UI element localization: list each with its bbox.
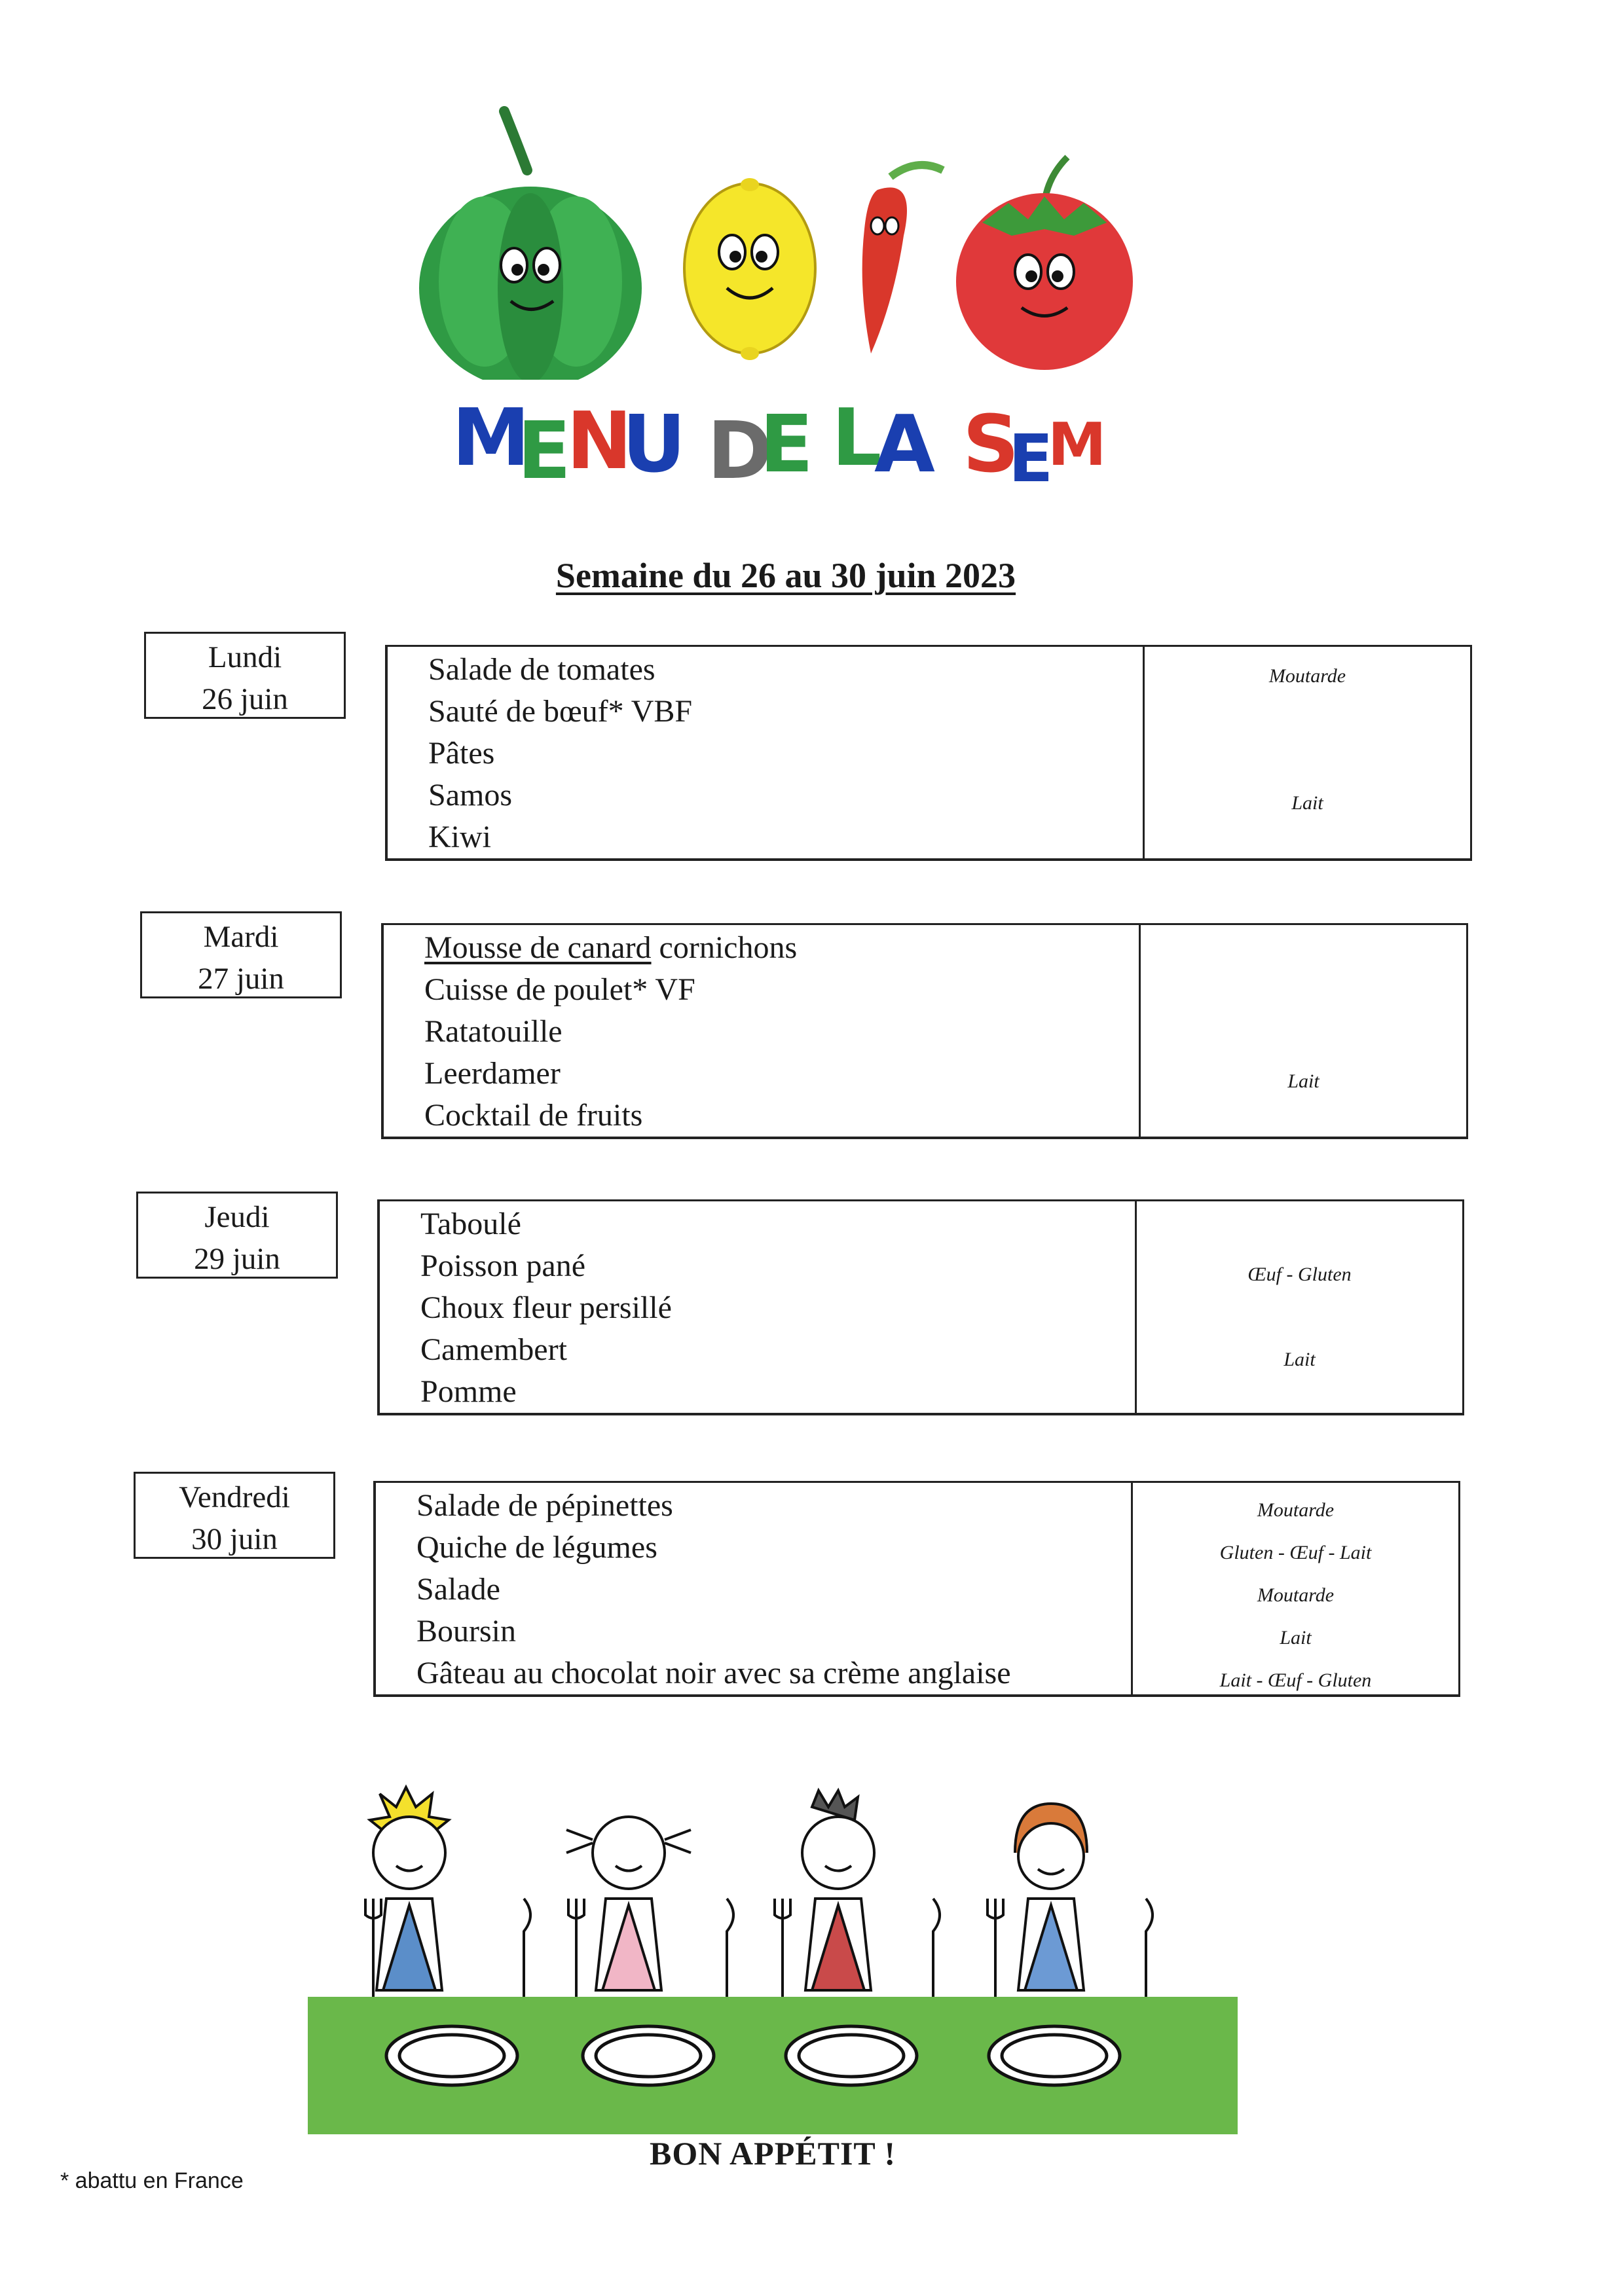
svg-text:D: D bbox=[707, 406, 773, 497]
dish-item: Leerdamer bbox=[424, 1056, 561, 1091]
dish-item: Salade de tomates bbox=[428, 652, 655, 687]
allergen-note: Lait bbox=[1280, 1627, 1312, 1649]
dish-list bbox=[376, 1483, 1131, 1694]
svg-text:S: S bbox=[963, 399, 1020, 490]
allergen-note: Lait bbox=[1291, 792, 1323, 814]
dish-item: Pomme bbox=[420, 1374, 517, 1409]
green-pepper-icon bbox=[419, 111, 642, 380]
lemon-icon bbox=[684, 178, 815, 360]
allergen-note: Gluten - Œuf - Lait bbox=[1219, 1542, 1372, 1563]
day-box-jeudi bbox=[136, 1192, 338, 1279]
week-title: Semaine du 26 au 30 juin 2023 bbox=[555, 556, 1016, 595]
dish-item: Pâtes bbox=[428, 736, 495, 771]
dish-item: Taboulé bbox=[420, 1207, 521, 1241]
day-box-vendredi bbox=[134, 1472, 335, 1559]
day-name: Mardi bbox=[203, 920, 279, 954]
svg-text:U: U bbox=[622, 399, 686, 490]
dish-item: Quiche de légumes bbox=[416, 1530, 657, 1565]
allergen-note: Lait bbox=[1283, 1349, 1316, 1370]
day-date: 30 juin bbox=[191, 1522, 278, 1556]
dish-item: Salade bbox=[416, 1572, 500, 1607]
allergen-note: Moutarde bbox=[1257, 1499, 1335, 1521]
dish-item: Cuisse de poulet* VF bbox=[424, 972, 695, 1007]
day-name: Lundi bbox=[208, 640, 282, 674]
children-at-table-illustration bbox=[308, 1781, 1238, 2134]
child-1-icon bbox=[370, 1787, 449, 1990]
dish-item: Salade de pépinettes bbox=[416, 1488, 673, 1523]
allergen-note: Lait - Œuf - Gluten bbox=[1219, 1669, 1372, 1691]
day-date: 27 juin bbox=[198, 962, 284, 996]
vegetables-illustration bbox=[419, 105, 1146, 380]
dish-item bbox=[424, 927, 1139, 969]
menu-box-mardi bbox=[381, 923, 1468, 1139]
allergen-note: Moutarde bbox=[1268, 665, 1346, 687]
menu-title-artwork bbox=[445, 380, 1113, 511]
dish-item: Samos bbox=[428, 778, 513, 812]
dish-item: Sauté de bœuf* VBF bbox=[428, 694, 693, 729]
dish-item: Boursin bbox=[416, 1614, 517, 1649]
svg-text:E: E bbox=[760, 399, 813, 490]
svg-text:E: E bbox=[1008, 420, 1054, 497]
day-date: 26 juin bbox=[202, 682, 288, 716]
footnote: * abattu en France bbox=[60, 2168, 244, 2193]
child-3-icon bbox=[802, 1791, 874, 1990]
day-name: Jeudi bbox=[204, 1200, 270, 1234]
allergen-column bbox=[1143, 647, 1470, 858]
dish-list bbox=[384, 925, 1139, 1137]
allergen-column bbox=[1135, 1201, 1462, 1413]
dish-item-suffix: cornichons bbox=[659, 930, 798, 965]
allergen-note: Œuf - Gluten bbox=[1247, 1264, 1352, 1285]
dish-item: Ratatouille bbox=[424, 1014, 563, 1049]
menu-box-vendredi bbox=[373, 1481, 1460, 1697]
tomato-icon bbox=[956, 157, 1133, 370]
day-date: 29 juin bbox=[194, 1242, 280, 1276]
allergen-note: Moutarde bbox=[1257, 1584, 1335, 1606]
allergen-column bbox=[1139, 925, 1466, 1137]
dish-item-underlined: Mousse de canard bbox=[424, 930, 652, 965]
dish-item: Gâteau au chocolat noir avec sa crème anglaise bbox=[416, 1656, 1011, 1690]
dish-list bbox=[380, 1201, 1135, 1413]
day-name: Vendredi bbox=[179, 1480, 290, 1514]
allergen-note: Lait bbox=[1287, 1070, 1320, 1092]
dish-item: Kiwi bbox=[428, 820, 491, 854]
menu-box-lundi bbox=[385, 645, 1472, 861]
child-4-icon bbox=[1015, 1804, 1087, 1990]
svg-text:M: M bbox=[1048, 410, 1107, 479]
menu-box-jeudi bbox=[377, 1199, 1464, 1415]
dish-list bbox=[388, 647, 1143, 858]
dish-item: Camembert bbox=[420, 1332, 567, 1367]
svg-text:M: M bbox=[452, 393, 530, 484]
chili-pepper-icon bbox=[862, 165, 943, 354]
svg-text:A: A bbox=[874, 399, 935, 490]
svg-text:N: N bbox=[566, 396, 633, 487]
svg-text:E: E bbox=[517, 406, 571, 497]
dish-item: Choux fleur persillé bbox=[420, 1290, 672, 1325]
allergen-column bbox=[1131, 1483, 1458, 1694]
bon-appetit-label: BON APPÉTIT ! bbox=[649, 2135, 896, 2172]
day-box-lundi bbox=[144, 632, 346, 719]
dish-item: Poisson pané bbox=[420, 1248, 585, 1283]
svg-text:L: L bbox=[832, 393, 882, 484]
dish-item: Cocktail de fruits bbox=[424, 1098, 643, 1133]
day-box-mardi bbox=[140, 911, 342, 998]
